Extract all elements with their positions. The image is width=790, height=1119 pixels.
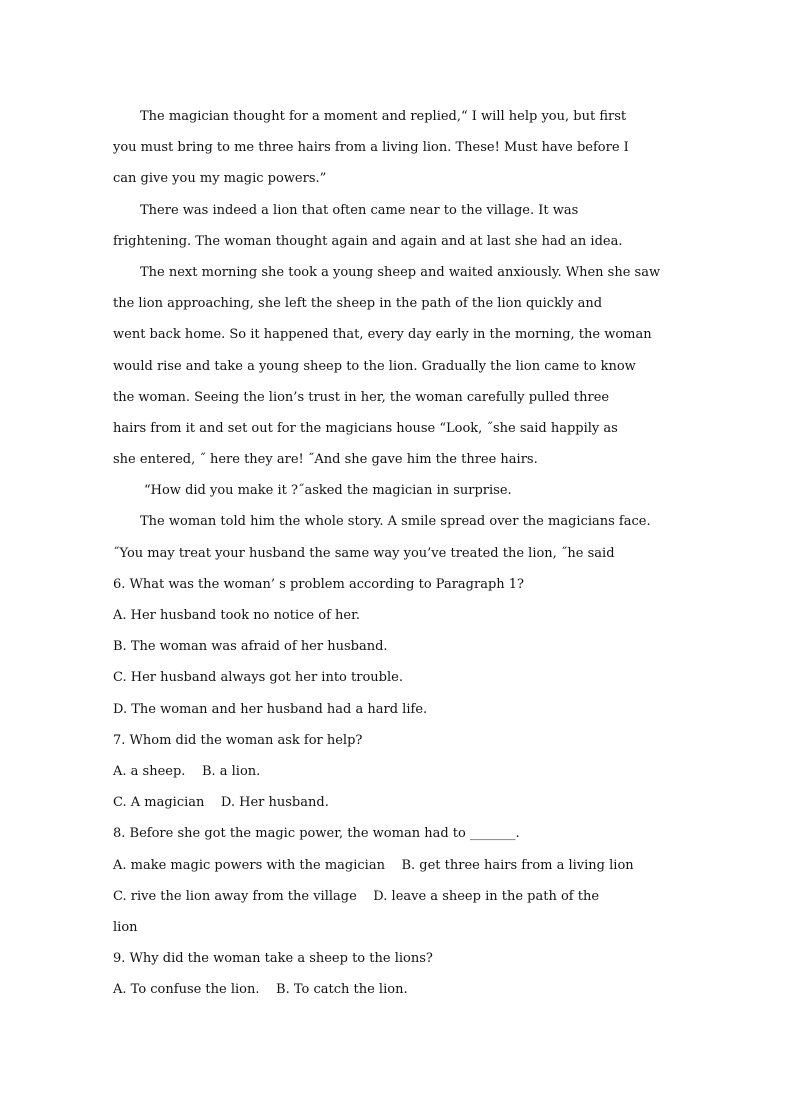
paragraph-line: the woman. Seeing the lion’s trust in her, the woman carefully pulled three xyxy=(113,389,610,405)
question-6-option-a: A. Her husband took no notice of her. xyxy=(113,608,361,623)
question-7-options-cd: C. A magician D. Her husband. xyxy=(113,795,329,811)
question-8-stem: 8. Before she got the magic power, the woman had to _______. xyxy=(113,826,520,842)
question-9-options-ab: A. To confuse the lion. B. To catch the lion. xyxy=(113,982,408,998)
question-6-option-d: D. The woman and her husband had a hard life. xyxy=(113,701,428,717)
question-6-stem: 6. What was the woman’ s problem according to Paragraph 1? xyxy=(113,576,525,592)
question-7-stem: 7. Whom did the woman ask for help? xyxy=(113,732,363,748)
question-8-options-ab: A. make magic powers with the magician B. get three hairs from a living lion xyxy=(113,857,634,873)
paragraph-line: went back home. So it happened that, every day early in the morning, the woman xyxy=(113,327,652,343)
document-page xyxy=(113,101,673,1005)
paragraph-line: hairs from it and set out for the magicians house “Look, ˝she said happily as xyxy=(113,420,618,436)
paragraph-line: ˝You may treat your husband the same way you’ve treated the lion, ˝he said xyxy=(113,545,615,561)
paragraph-line: There was indeed a lion that often came near to the village. It was xyxy=(140,202,579,218)
paragraph-line: would rise and take a young sheep to the lion. Gradually the lion came to know xyxy=(113,358,636,374)
paragraph-line: The next morning she took a young sheep and waited anxiously. When she saw xyxy=(140,264,661,280)
paragraph-line: can give you my magic powers.” xyxy=(113,171,327,187)
question-6-option-c: C. Her husband always got her into trouble. xyxy=(113,670,403,686)
question-8-options-cd-cont: lion xyxy=(113,919,138,935)
question-7-options-ab: A. a sheep. B. a lion. xyxy=(113,763,261,779)
paragraph-line: “How did you make it ?˝asked the magician in surprise. xyxy=(144,483,512,499)
paragraph-line: she entered, ˝ here they are! ˝And she gave him the three hairs. xyxy=(113,452,538,468)
question-6-option-b: B. The woman was afraid of her husband. xyxy=(113,639,388,655)
question-9-stem: 9. Why did the woman take a sheep to the lions? xyxy=(113,951,433,967)
paragraph-line: The magician thought for a moment and replied,“ I will help you, but first xyxy=(140,109,627,124)
paragraph-line: the lion approaching, she left the sheep in the path of the lion quickly and xyxy=(113,296,603,312)
paragraph-line: you must bring to me three hairs from a living lion. These! Must have before I xyxy=(113,140,629,156)
question-8-options-cd: C. rive the lion away from the village D. leave a sheep in the path of the xyxy=(113,888,600,904)
paragraph-line: frightening. The woman thought again and again and at last she had an idea. xyxy=(113,233,623,249)
paragraph-line: The woman told him the whole story. A smile spread over the magicians face. xyxy=(140,514,651,530)
